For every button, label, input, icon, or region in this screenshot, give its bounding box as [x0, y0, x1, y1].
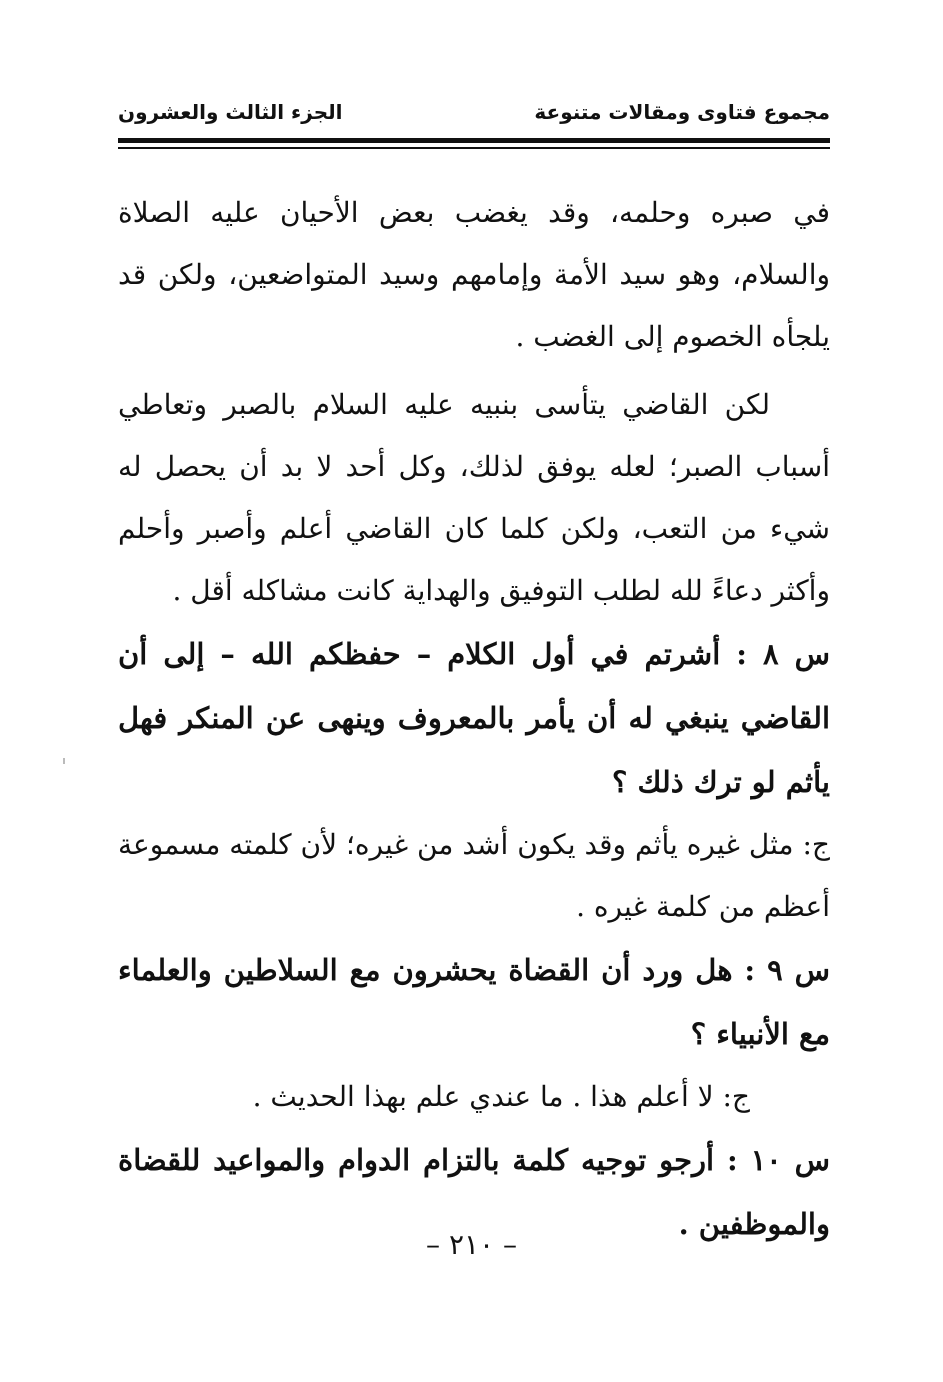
paragraph-judge-patience: لكن القاضي يتأسى بنبيه عليه السلام بالصبر وتعاطي أسباب الصبر؛ لعله يوفق لذلك، وكل أحد لا بد أن يحصل له شيء من التعب، ولكن كلما كان القاضي أعلم وأصبر وأحلم وأكثر دعاءً لله لطلب التوفيق والهداية كانت مشاكله أقل . — [118, 388, 830, 607]
answer-9: ج: لا أعلم هذا . ما عندي علم بهذا الحديث . — [252, 1080, 750, 1113]
question-10: س ١٠ : أرجو توجيه كلمة بالتزام الدوام والمواعيد للقضاة والموظفين . — [118, 1143, 830, 1241]
question-9: س ٩ : هل ورد أن القضاة يحشرون مع السلاطين والعلماء مع الأنبياء ؟ — [118, 953, 830, 1051]
paragraph-continuation: في صبره وحلمه، وقد يغضب بعض الأحيان عليه الصلاة والسلام، وهو سيد الأمة وإمامهم وسيد المتواضعين، ولكن قد يلجأه الخصوم إلى الغضب . — [118, 196, 830, 353]
header-rule-thin — [118, 147, 830, 149]
page-body — [118, 182, 830, 1256]
page-number: – ٢١٠ – — [426, 1228, 517, 1261]
answer-8: ج: مثل غيره يأثم وقد يكون أشد من غيره؛ لأن كلمته مسموعة أعظم من كلمة غيره . — [118, 828, 830, 923]
page-header — [118, 96, 830, 132]
question-8: س ٨ : أشرتم في أول الكلام – حفظكم الله – إلى أن القاضي ينبغي له أن يأمر بالمعروف وينهى عن المنكر فهل يأثم لو ترك ذلك ؟ — [118, 637, 830, 799]
scan-speck — [63, 758, 65, 764]
volume-label: الجزء الثالث والعشرون — [118, 100, 343, 124]
header-rule-thick — [118, 138, 830, 143]
book-title: مجموع فتاوى ومقالات متنوعة — [534, 100, 830, 124]
